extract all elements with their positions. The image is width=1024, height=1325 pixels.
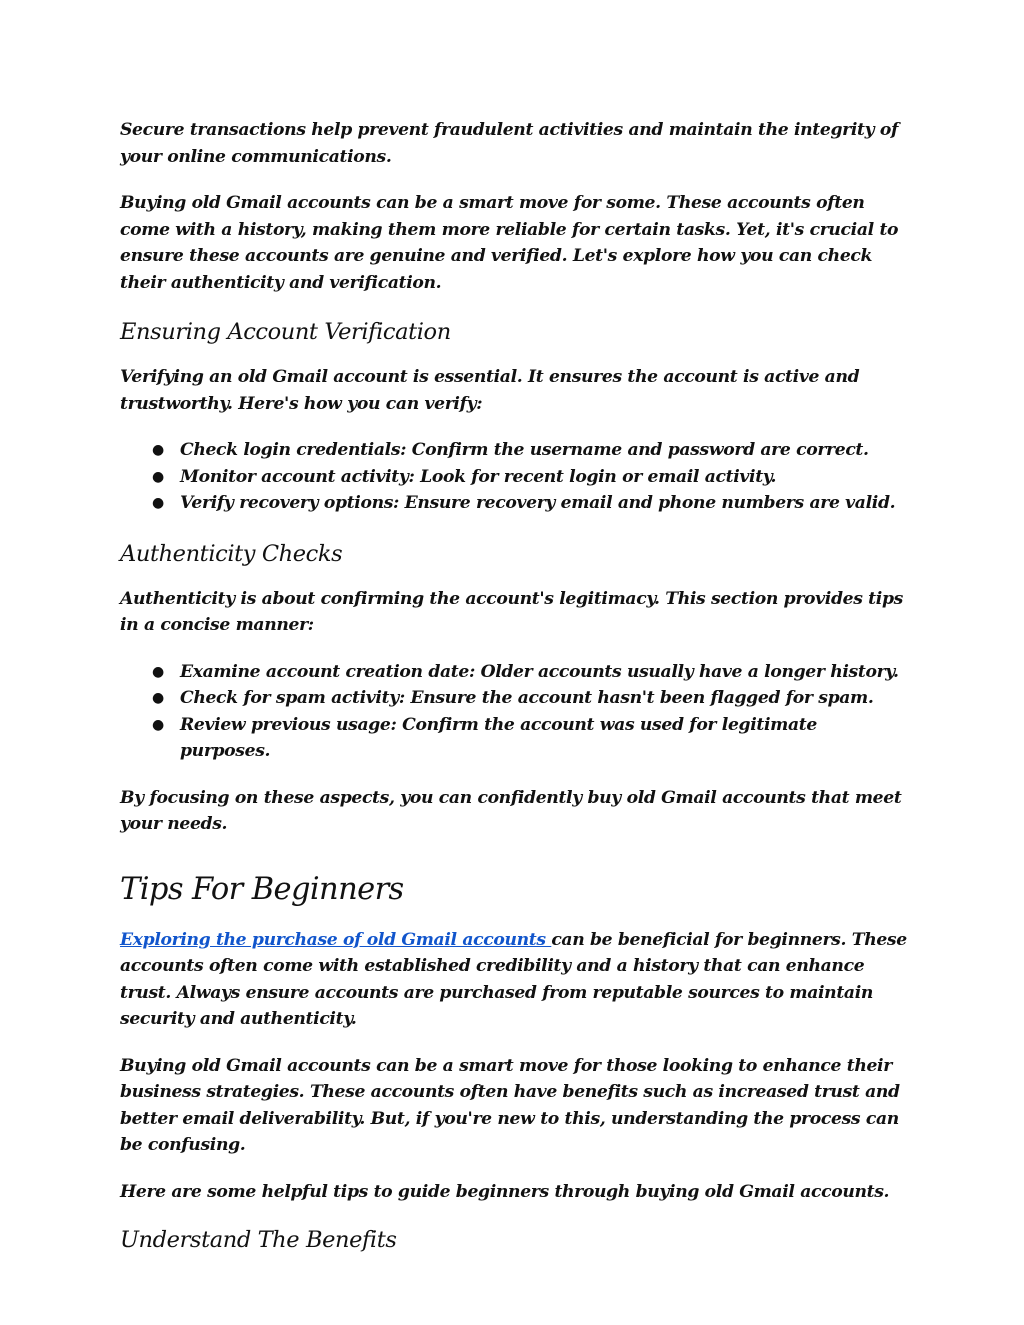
paragraph-buying-intro: Buying old Gmail accounts can be a smart move for some. These accounts often come with a history, making them more reliable for certain tasks. Yet, it's crucial to ensure these accounts are genuine and verified. Let's explore how you can check their authenticity and verification. [120,193,899,293]
bullet-icon: ● [152,495,164,511]
list-item [120,712,910,765]
paragraph-business-strategies: Buying old Gmail accounts can be a smart move for those looking to enhance their business strategies. These accounts often have benefits such as increased trust and better email deliverability. But, if you're new to this, understanding the process can be confusing. [120,1055,900,1155]
list-item [120,659,910,686]
bullet-icon: ● [152,442,164,458]
paragraph-authenticity-intro: Authenticity is about confirming the account's legitimacy. This section provides tips in a concise manner: [120,588,903,635]
document-page [120,117,910,1255]
list-item-text: Monitor account activity: Look for recent login or email activity. [180,466,777,487]
heading-understand-the-benefits: Understand The Benefits [120,1227,397,1253]
list-item-text: Verify recovery options: Ensure recovery email and phone numbers are valid. [180,493,896,513]
paragraph-helpful-tips: Here are some helpful tips to guide beginners through buying old Gmail accounts. [120,1181,890,1202]
list-item-text: Examine account creation date: Older accounts usually have a longer history. [180,661,899,682]
list-item-text: Check for spam activity: Ensure the account hasn't been flagged for spam. [180,688,874,708]
paragraph-tips-intro [120,927,910,1033]
list-item [120,685,910,712]
list-item [120,437,910,464]
list-item-text: Review previous usage: Confirm the account was used for legitimate purposes. [180,714,817,761]
list-item [120,464,910,491]
authenticity-list [120,659,910,765]
exploring-purchase-link[interactable]: Exploring the purchase of old Gmail accounts [120,929,552,950]
bullet-icon: ● [152,663,164,680]
bullet-icon: ● [152,468,164,485]
paragraph-tips-intro-text: can be beneficial for beginners. These accounts often come with established credibility and a history that can enhance trust. Always ensure accounts are purchased from reputable sources to maintain security and authenticity. [120,929,907,1029]
heading-ensuring-account-verification: Ensuring Account Verification [120,319,451,345]
paragraph-secure-transactions: Secure transactions help prevent fraudulent activities and maintain the integrity of your online communications. [120,120,899,167]
bullet-icon: ● [152,690,164,706]
bullet-icon: ● [152,716,164,733]
paragraph-verification-intro: Verifying an old Gmail account is essential. It ensures the account is active and trustworthy. Here's how you can verify: [120,367,860,414]
list-item-text: Check login credentials: Confirm the username and password are correct. [180,440,869,460]
verification-list [120,437,910,517]
heading-tips-for-beginners: Tips For Beginners [120,871,404,907]
heading-authenticity-checks: Authenticity Checks [120,540,343,567]
list-item [120,490,910,517]
paragraph-authenticity-closing: By focusing on these aspects, you can confidently buy old Gmail accounts that meet your needs. [120,787,902,834]
